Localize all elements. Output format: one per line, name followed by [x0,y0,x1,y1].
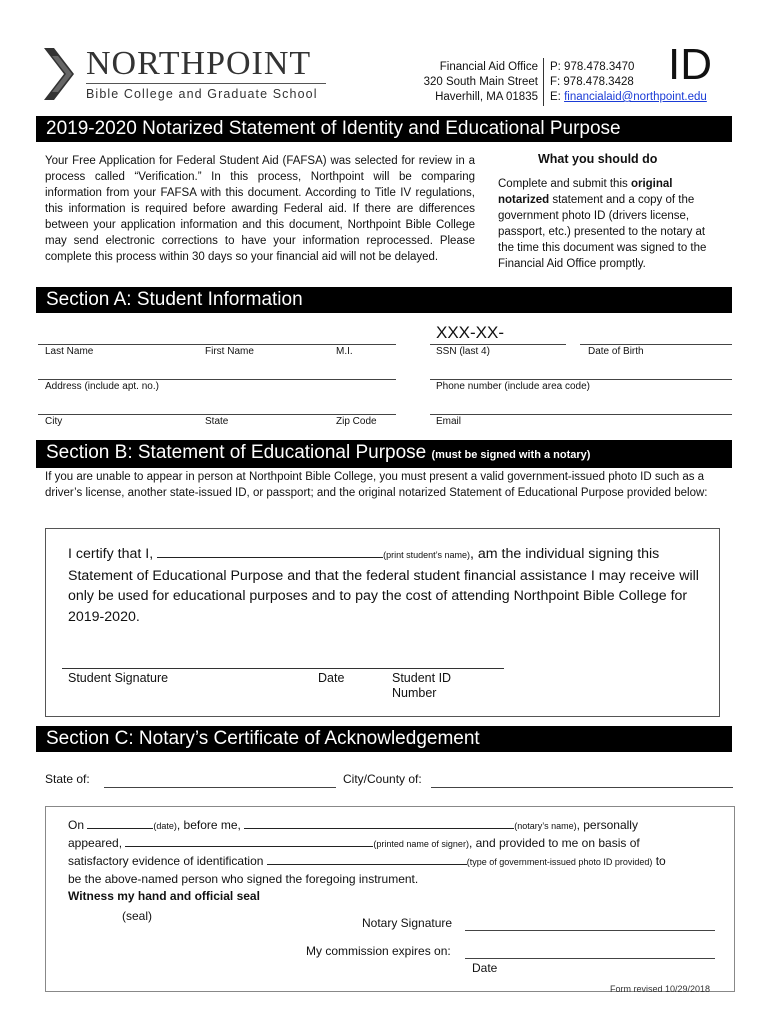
phone-label: Phone number (include area code) [436,381,590,392]
commission-label: My commission expires on: [306,944,451,958]
what-to-do-part2: statement and a copy of the government photo ID (drivers license, passport, etc.) presented to the notary at the time this document was signed to the Financial Aid Office promptly. [498,194,707,270]
office-fax: F: 978.478.3428 [550,76,634,88]
student-id-label: Student ID Number [392,671,452,700]
email-prefix: E: [550,91,565,103]
zip-label: Zip Code [336,416,377,427]
office-phone: P: 978.478.3470 [550,61,635,73]
notary-line-4: be the above-named person who signed the foregoing instrument. [68,872,419,886]
county-line[interactable] [431,787,733,788]
section-b-intro: If you are unable to appear in person at Northpoint Bible College, you must present a valid government-issued photo ID such as a driver’s license, another state-issued ID, or passport; and the original notarized Statement of Educational Purpose provided below: [45,471,708,499]
email-line[interactable] [430,414,732,415]
what-to-do-bold: original notarized [498,178,673,206]
section-b-note: (must be signed with a notary) [431,449,591,461]
section-a-title: Section A: Student Information [36,287,732,313]
notary-line-2: appeared, (printed name of signer), and provided to me on basis of [68,836,640,850]
section-c-title: Section C: Notary’s Certificate of Acknowledgement [36,726,732,752]
last-name-label: Last Name [45,346,94,357]
certification-text [68,544,708,627]
notary-date-field[interactable] [87,828,153,829]
mi-label: M.I. [336,346,353,357]
city-label: City [45,416,63,427]
notary-line-1: On (date), before me, (notary’s name), personally [68,818,638,832]
intro-text: Your Free Application for Federal Student Aid (FAFSA) was selected for review in a process called “Verification.” In this process, Northpoint will be comparing information from your FAFSA with this document. According to Title IV regulations, this information is required before awarding Federal aid. If there are differences between your application information and this document, Northpoint Bible College may send electronic corrections to have your information reprocessed. Please complete this process within 30 days so your financial aid will not be delayed. [45,155,475,263]
student-signature-label: Student Signature [68,671,169,685]
office-city: Haverhill, MA 01835 [435,91,538,103]
northpoint-logo-icon [44,48,78,100]
office-street: 320 South Main Street [423,76,538,88]
notary-name-field[interactable] [244,828,514,829]
signer-name-field[interactable] [125,846,373,847]
email-label: Email [436,416,462,427]
office-email-line [550,90,707,105]
seal-label: (seal) [122,909,153,923]
ssn-line[interactable] [430,344,566,345]
city-line[interactable] [38,414,396,415]
state-of-line[interactable] [104,787,336,788]
address-label: Address (include apt. no.) [45,381,159,392]
logo-subtitle: Bible College and Graduate School [86,87,318,101]
state-label: State [205,416,229,427]
id-type-field[interactable] [267,864,467,865]
address-line[interactable] [38,379,396,380]
county-label: City/County of: [343,772,422,786]
notary-line-3: satisfactory evidence of identification (type of government-issued photo ID provided) to [68,854,666,868]
certify-part1: I certify that I, [68,546,158,562]
phone-line[interactable] [430,379,732,380]
first-name-label: First Name [205,346,254,357]
dob-line[interactable] [580,344,732,345]
form-revised: Form revised 10/29/2018 [610,984,711,994]
certify-part2: , am the individual signing this Statement of Educational Purpose and that the federal student financial assistance I may receive will only be used for educational purposes and to pay the cost of attending Northpoint Bible College for 2019-2020. [68,546,699,625]
name-line[interactable] [38,344,396,345]
student-name-note: (print student’s name) [383,550,470,560]
form-title: 2019-2020 Notarized Statement of Identity and Educational Purpose [36,116,732,142]
witness-line: Witness my hand and official seal [68,889,260,903]
ssn-label: SSN (last 4) [436,346,490,357]
state-of-label: State of: [45,772,90,786]
header-divider [543,58,544,106]
logo-name: NORTHPOINT [86,45,312,82]
student-date-label: Date [318,671,345,685]
commission-date-label: Date [472,961,498,975]
ssn-prefix: XXX-XX- [436,323,505,342]
student-name-field[interactable] [157,557,383,558]
office-address [380,60,538,105]
logo-divider [86,83,326,84]
student-signature-line[interactable] [62,668,504,669]
notary-signature-line[interactable] [465,930,715,931]
what-to-do-part1: Complete and submit this [498,178,631,190]
commission-line[interactable] [465,958,715,959]
office-name: Financial Aid Office [439,61,538,73]
dob-label: Date of Birth [588,346,644,357]
what-to-do-text [498,176,720,272]
what-to-do-title: What you should do [538,152,658,166]
id-mark: ID [668,40,712,89]
notary-signature-label: Notary Signature [362,916,453,930]
notary-text [68,817,708,905]
section-b-title-text: Section B: Statement of Educational Purpose [46,442,427,463]
office-email-link[interactable]: financialaid@northpoint.edu [564,91,707,103]
section-b-title [36,440,732,468]
